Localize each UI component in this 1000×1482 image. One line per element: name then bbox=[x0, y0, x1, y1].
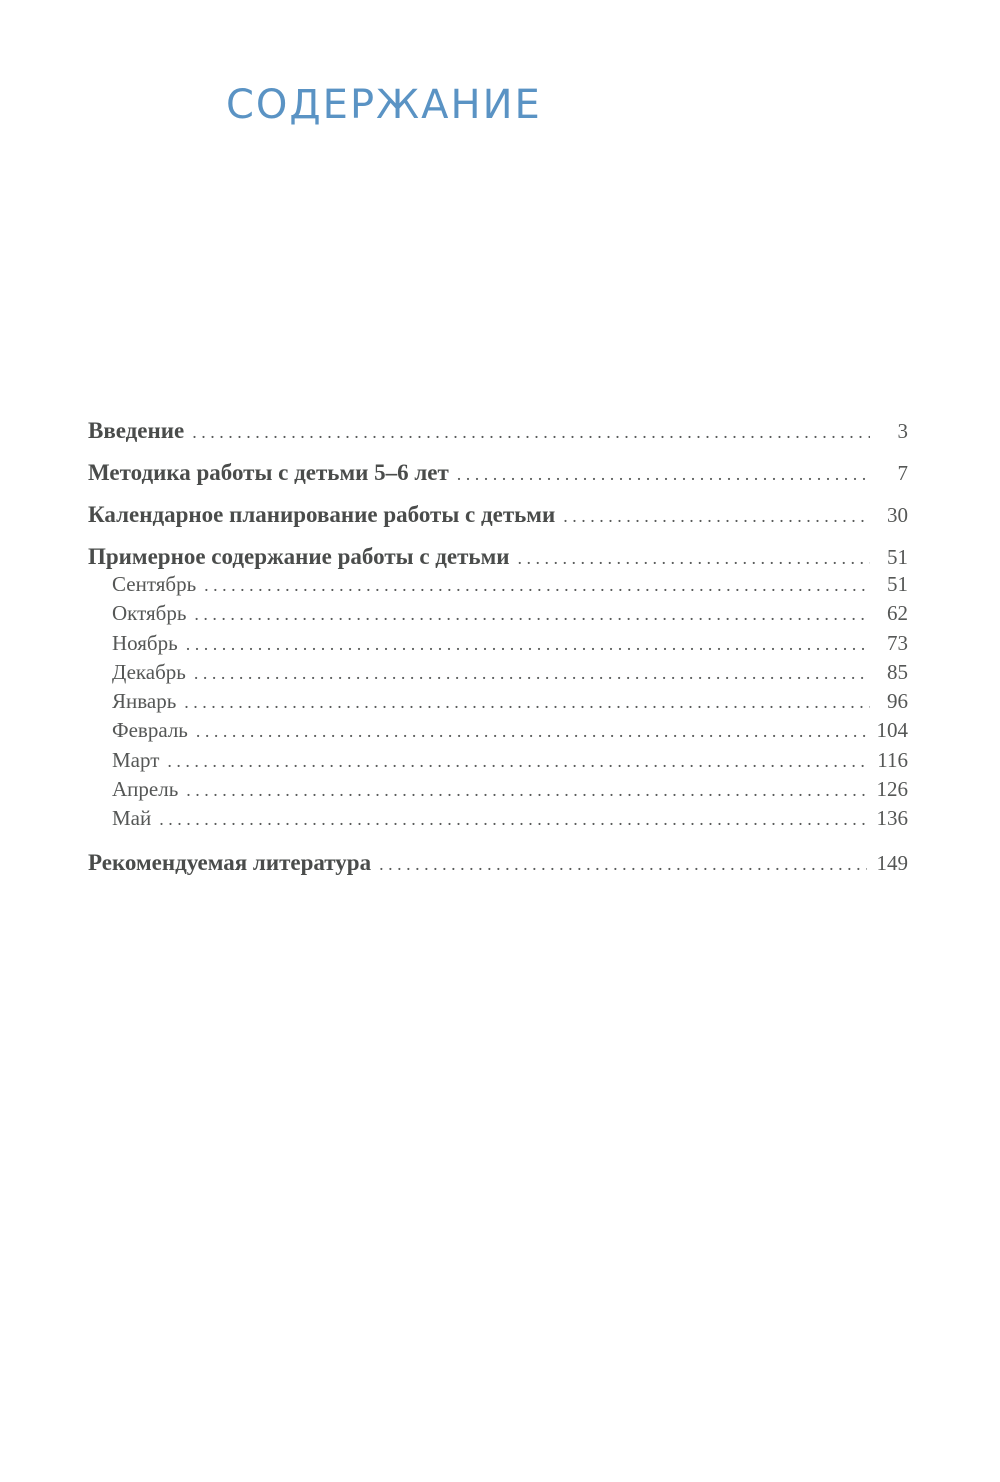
toc-subentry-label: Май bbox=[112, 806, 152, 831]
toc-subentry-page: 136 bbox=[876, 806, 908, 831]
toc-subentry-october[interactable] bbox=[88, 599, 908, 628]
toc-entry-introduction[interactable] bbox=[88, 414, 908, 456]
toc-subentry-label: Ноябрь bbox=[112, 630, 178, 655]
toc-entry-page: 7 bbox=[897, 461, 908, 485]
toc-subentry-november[interactable] bbox=[88, 629, 908, 658]
page-title: СОДЕРЖАНИЕ bbox=[226, 82, 542, 128]
toc-subentry-label: Март bbox=[112, 747, 160, 772]
toc-subentry-february[interactable] bbox=[88, 716, 908, 745]
dot-leader bbox=[186, 776, 866, 804]
toc-entry-label: Календарное планирование работы с детьми bbox=[88, 502, 556, 527]
dot-leader bbox=[159, 805, 866, 833]
toc-entry-methodology[interactable] bbox=[88, 456, 908, 498]
toc-subentry-page: 96 bbox=[887, 689, 908, 714]
toc-entry-sample-content[interactable] bbox=[88, 540, 908, 570]
toc-subentry-january[interactable] bbox=[88, 687, 908, 716]
toc-entry-page: 51 bbox=[887, 545, 908, 569]
dot-leader bbox=[192, 415, 870, 449]
toc-subentry-september[interactable] bbox=[88, 570, 908, 599]
toc-subentry-label: Октябрь bbox=[112, 601, 187, 626]
dot-leader bbox=[457, 457, 870, 491]
toc-subentry-label: Декабрь bbox=[112, 659, 186, 684]
dot-leader bbox=[194, 659, 870, 687]
dot-leader bbox=[204, 571, 870, 599]
toc-entry-recommended-literature[interactable] bbox=[88, 846, 908, 888]
toc-entry-page: 149 bbox=[876, 850, 908, 875]
toc-subentry-march[interactable] bbox=[88, 746, 908, 775]
toc-subentry-page: 51 bbox=[887, 572, 908, 596]
toc-entry-label: Примерное содержание работы с детьми bbox=[88, 544, 510, 569]
dot-leader bbox=[167, 747, 867, 775]
toc-entry-label: Методика работы с детьми 5–6 лет bbox=[88, 460, 449, 485]
dot-leader bbox=[194, 600, 870, 628]
toc-entry-label: Рекомендуемая литература bbox=[88, 849, 372, 875]
dot-leader bbox=[196, 717, 867, 745]
toc-subentry-december[interactable] bbox=[88, 658, 908, 687]
toc-subentry-page: 62 bbox=[887, 601, 908, 626]
toc-entry-calendar-planning[interactable] bbox=[88, 498, 908, 540]
dot-leader bbox=[379, 847, 866, 881]
toc-entry-page: 30 bbox=[887, 503, 908, 527]
toc-entry-label: Введение bbox=[88, 418, 185, 443]
toc-subentry-page: 73 bbox=[887, 630, 908, 655]
toc-subentry-label: Сентябрь bbox=[112, 572, 197, 596]
table-of-contents bbox=[88, 414, 908, 888]
toc-subentry-page: 126 bbox=[876, 777, 908, 802]
toc-subentry-april[interactable] bbox=[88, 775, 908, 804]
toc-subentry-page: 104 bbox=[876, 718, 908, 743]
dot-leader bbox=[563, 499, 870, 533]
toc-subentry-label: Январь bbox=[112, 689, 177, 714]
dot-leader bbox=[186, 630, 870, 658]
toc-subentry-page: 85 bbox=[887, 659, 908, 684]
dot-leader bbox=[518, 541, 870, 570]
toc-subentry-may[interactable] bbox=[88, 804, 908, 833]
toc-subentry-label: Апрель bbox=[112, 777, 179, 802]
toc-entry-page: 3 bbox=[897, 419, 908, 443]
dot-leader bbox=[184, 688, 870, 716]
toc-subentry-label: Февраль bbox=[112, 718, 188, 743]
toc-subentry-page: 116 bbox=[877, 747, 908, 772]
